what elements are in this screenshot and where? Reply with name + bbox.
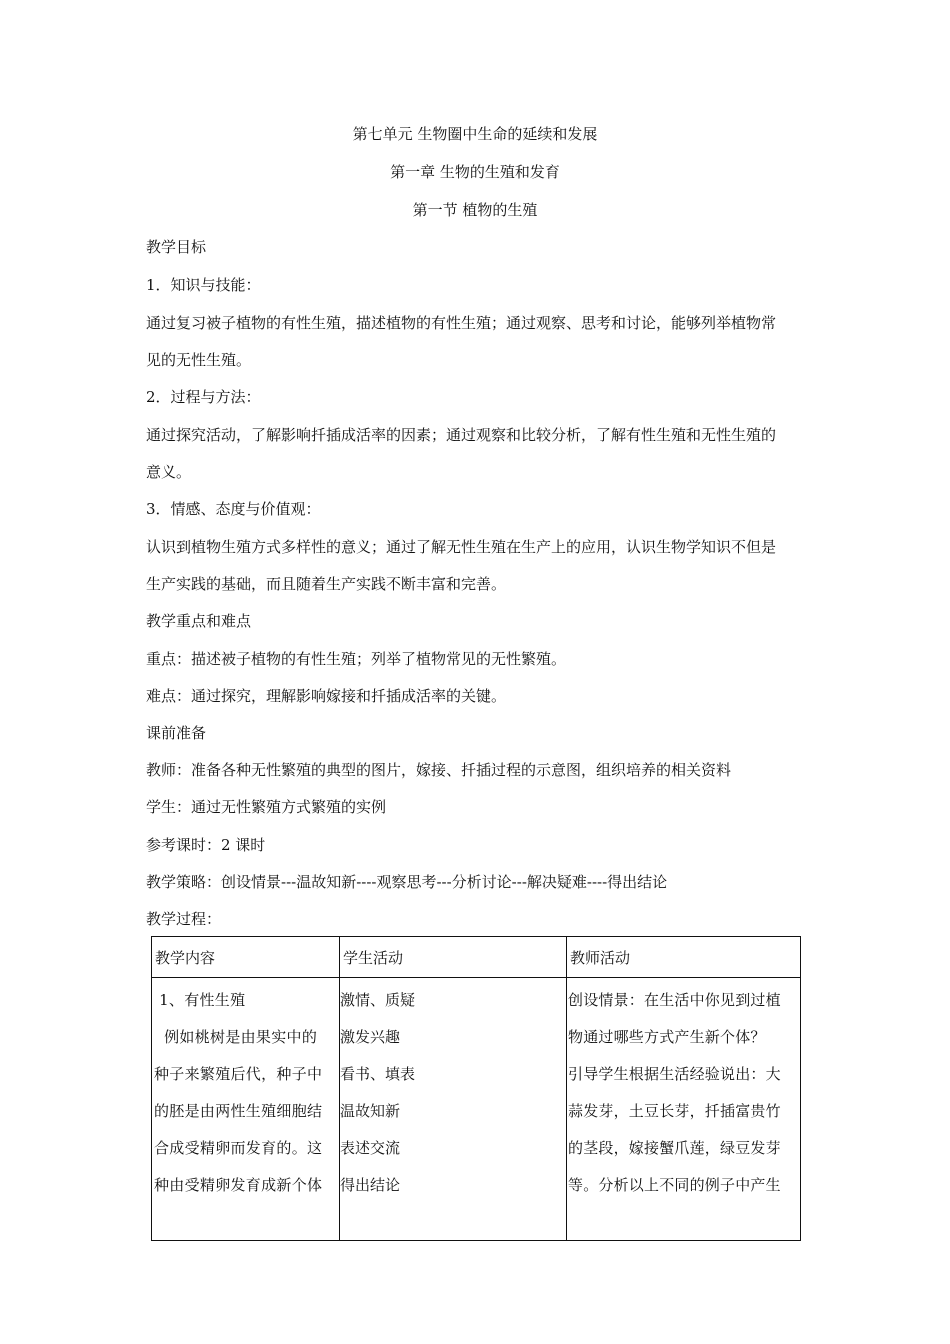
objective-3-text-line2: 生产实践的基础，而且随着生产实践不断丰富和完善。 [146,575,507,593]
objectives-heading: 教学目标 [146,238,207,256]
teacher-activity-line: 等。分析以上不同的例子中产生 [568,1176,781,1194]
objective-1-text-line2: 见的无性生殖。 [146,351,252,369]
teaching-process-table [151,936,801,1241]
table-header-row [152,937,801,978]
unit-title: 第七单元 生物圈中生命的延续和发展 [352,125,598,143]
lesson-hours: 参考课时：2 课时 [146,836,266,854]
student-activity-line: 表述交流 [340,1139,401,1157]
chapter-title: 第一章 生物的生殖和发育 [390,163,560,181]
keypoint-focus: 重点：描述被子植物的有性生殖；列举了植物常见的无性繁殖。 [146,650,567,668]
content-line: 种子来繁殖后代，种子中 [154,1065,323,1083]
objective-3-title: 3．情感、态度与价值观： [146,500,321,518]
keypoints-heading: 教学重点和难点 [146,612,252,630]
content-line: 种由受精卵发育成新个体 [154,1176,323,1194]
student-activity-line: 得出结论 [340,1176,401,1194]
cell-teacher-activity [567,978,801,1241]
prep-student: 学生：通过无性繁殖方式繁殖的实例 [146,798,387,816]
header-content: 教学内容 [152,937,340,978]
table-row [152,978,801,1241]
content-line: 1、有性生殖 [154,991,246,1009]
keypoint-difficulty: 难点：通过探究，理解影响嫁接和扦插成活率的关键。 [146,687,507,705]
section-title: 第一节 植物的生殖 [412,201,538,219]
student-activity-line: 温故知新 [340,1102,401,1120]
teacher-activity-line: 创设情景：在生活中你见到过植 [568,991,781,1009]
teacher-activity-line: 的茎段，嫁接蟹爪莲，绿豆发芽 [568,1139,781,1157]
teacher-activity-line: 物通过哪些方式产生新个体？ [568,1028,766,1046]
cell-content [152,978,340,1241]
objective-1-text-line1: 通过复习被子植物的有性生殖，描述植物的有性生殖；通过观察、思考和讨论，能够列举植物常 [146,314,777,332]
content-line: 例如桃树是由果实中的 [154,1028,318,1046]
objective-2-text-line2: 意义。 [146,463,192,481]
teacher-activity-line: 引导学生根据生活经验说出：大 [568,1065,781,1083]
objective-1-title: 1．知识与技能： [146,276,261,294]
content-line: 合成受精卵而发育的。这 [154,1139,323,1157]
student-activity-line: 激情、质疑 [340,991,416,1009]
objective-2-text-line1: 通过探究活动，了解影响扦插成活率的因素；通过观察和比较分析，了解有性生殖和无性生殖的 [146,426,777,444]
student-activity-line: 看书、填表 [340,1065,416,1083]
teaching-strategy: 教学策略：创设情景---温故知新----观察思考---分析讨论---解决疑难----得出结论 [146,873,668,891]
process-heading: 教学过程： [146,910,222,928]
prep-heading: 课前准备 [146,724,207,742]
content-line: 的胚是由两性生殖细胞结 [154,1102,323,1120]
prep-teacher: 教师：准备各种无性繁殖的典型的图片，嫁接、扦插过程的示意图，组织培养的相关资料 [146,761,732,779]
header-teacher-activity: 教师活动 [567,937,801,978]
cell-student-activity [340,978,567,1241]
student-activity-line: 激发兴趣 [340,1028,401,1046]
objective-3-text-line1: 认识到植物生殖方式多样性的意义；通过了解无性生殖在生产上的应用，认识生物学知识不但是 [146,538,777,556]
header-student-activity: 学生活动 [340,937,567,978]
teacher-activity-line: 蒜发芽，土豆长芽，扦插富贵竹 [568,1102,781,1120]
objective-2-title: 2．过程与方法： [146,388,261,406]
